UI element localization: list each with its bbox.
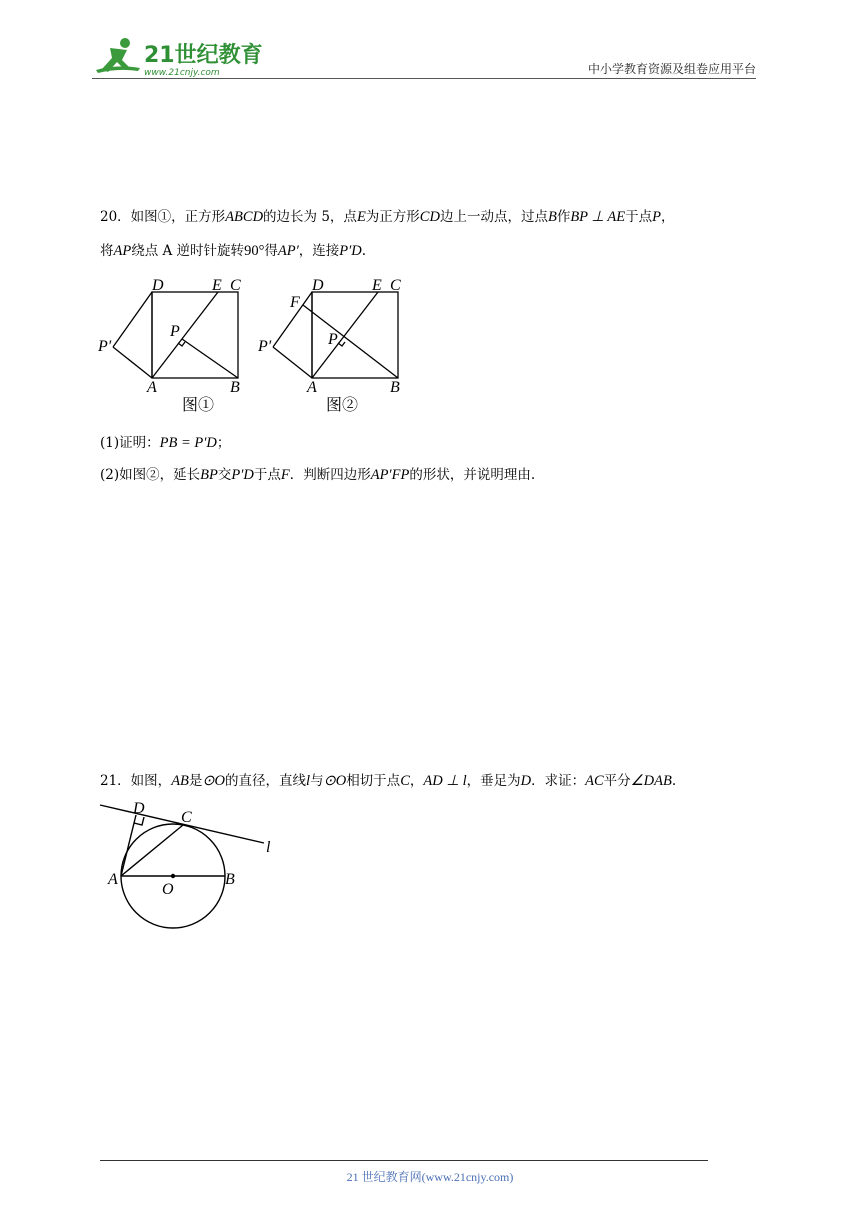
fig1-label-Pprime: P′ [98, 338, 112, 355]
q21-text: 平分 [603, 773, 631, 789]
q20-text: ．判断四边形 [289, 467, 371, 483]
q20-math: CD [419, 209, 440, 225]
q21-text: ， [409, 773, 424, 789]
q20-text: 交 [217, 467, 232, 483]
fig2-label-C: C [390, 277, 401, 294]
fig2-label-Pprime: P′ [258, 338, 272, 355]
q21-label-A: A [108, 871, 118, 888]
q21-label-D: D [133, 800, 145, 817]
fig1-label-P: P [170, 323, 180, 340]
q21-label-O: O [162, 881, 174, 898]
q21-math: ⊙O [202, 773, 226, 789]
footer-text: 21 世纪教育网(www.21cnjy.com) [346, 1170, 514, 1184]
q20-math: P [652, 209, 661, 225]
q21-text: 与 [310, 773, 324, 789]
q20-math: E [356, 209, 366, 225]
fig2-label-B: B [390, 379, 400, 396]
fig1-label-B: B [230, 379, 240, 396]
q21-text: 是 [188, 773, 203, 789]
logo-url: www.21cnjy.com [144, 68, 220, 78]
q20-text: 为正方形 [365, 209, 420, 225]
q20-math: ABCD [225, 209, 264, 225]
q21-math: l [306, 773, 311, 789]
fig1-caption: 图① [182, 397, 215, 414]
q20-math: P′D [231, 467, 254, 483]
q20-figure-1 [96, 272, 256, 418]
footer-divider [100, 1160, 708, 1161]
fig2-label-A: A [307, 379, 317, 396]
q20-text: ，连接 [298, 243, 340, 259]
q20-text: 的边长为 5，点 [263, 209, 357, 225]
q21-text: ．求证： [531, 773, 586, 789]
q21-text: ，垂足为 [466, 773, 521, 789]
q20-text: ； [216, 435, 231, 451]
q20-part1 [100, 433, 230, 453]
header-divider [92, 78, 756, 79]
q20-text: (1)证明： [100, 435, 160, 451]
header-platform-text: 中小学教育资源及组卷应用平台 [587, 62, 756, 76]
q21-label-C: C [181, 809, 192, 826]
logo-title: 21世纪教育 [144, 43, 262, 68]
q21-figure [96, 796, 286, 932]
q21-math: ⊙O [323, 773, 347, 789]
q20-text: ， [660, 209, 675, 225]
q20-stem-line1 [100, 207, 674, 227]
fig2-label-D: D [312, 277, 324, 294]
q20-math: AP′ [277, 243, 299, 259]
q20-math: P′D [339, 243, 362, 259]
q20-text: (2)如图②，延长 [100, 467, 201, 483]
q21-text: 的直径，直线 [225, 773, 307, 789]
q20-text: 边上一动点，过点 [439, 209, 548, 225]
q20-text: 将 [100, 243, 114, 259]
q21-math: D [520, 773, 532, 789]
q20-figure-2 [256, 272, 416, 418]
fig2-label-P: P [328, 331, 338, 348]
q20-math: B [547, 209, 557, 225]
q20-math: BP ⊥ AE [570, 209, 626, 225]
q20-text: 于点 [253, 467, 281, 483]
q21-text: . [671, 773, 677, 789]
fig2-label-F: F [290, 294, 300, 311]
q20-text: 作 [556, 209, 571, 225]
q20-text: 的形状，并说明理由. [409, 467, 536, 483]
q21-label-B: B [225, 871, 235, 888]
q21-math: AC [585, 773, 604, 789]
q21-text: 21．如图， [100, 773, 172, 789]
q20-text: 得 [264, 243, 278, 259]
q20-math: F [280, 467, 290, 483]
q21-math: AD ⊥ l [423, 773, 467, 789]
q20-stem-line2 [100, 241, 366, 261]
q21-math: C [400, 773, 410, 789]
q21-math: ∠DAB [630, 773, 672, 789]
q20-text: 于点 [625, 209, 653, 225]
q21-math: AB [171, 773, 189, 789]
fig2-label-E: E [372, 277, 382, 294]
fig1-label-A: A [147, 379, 157, 396]
q21-text: 相切于点 [346, 773, 401, 789]
fig1-label-C: C [230, 277, 241, 294]
q20-text: 绕点 A 逆时针旋转 [131, 243, 245, 259]
fig2-caption: 图② [326, 397, 359, 414]
q21-label-l: l [266, 839, 271, 856]
q20-math: BP [200, 467, 218, 483]
q20-part2 [100, 465, 535, 485]
q20-math: PB = P′D [159, 435, 217, 451]
q20-math: 90° [244, 243, 265, 259]
fig1-label-E: E [212, 277, 222, 294]
fig1-label-D: D [152, 277, 164, 294]
q20-math: AP′FP [370, 467, 410, 483]
q20-math: AP [113, 243, 132, 259]
site-logo [92, 34, 262, 80]
q21-stem [100, 771, 676, 791]
q20-text: 20．如图①，正方形 [100, 209, 226, 225]
q20-text: . [361, 243, 367, 259]
